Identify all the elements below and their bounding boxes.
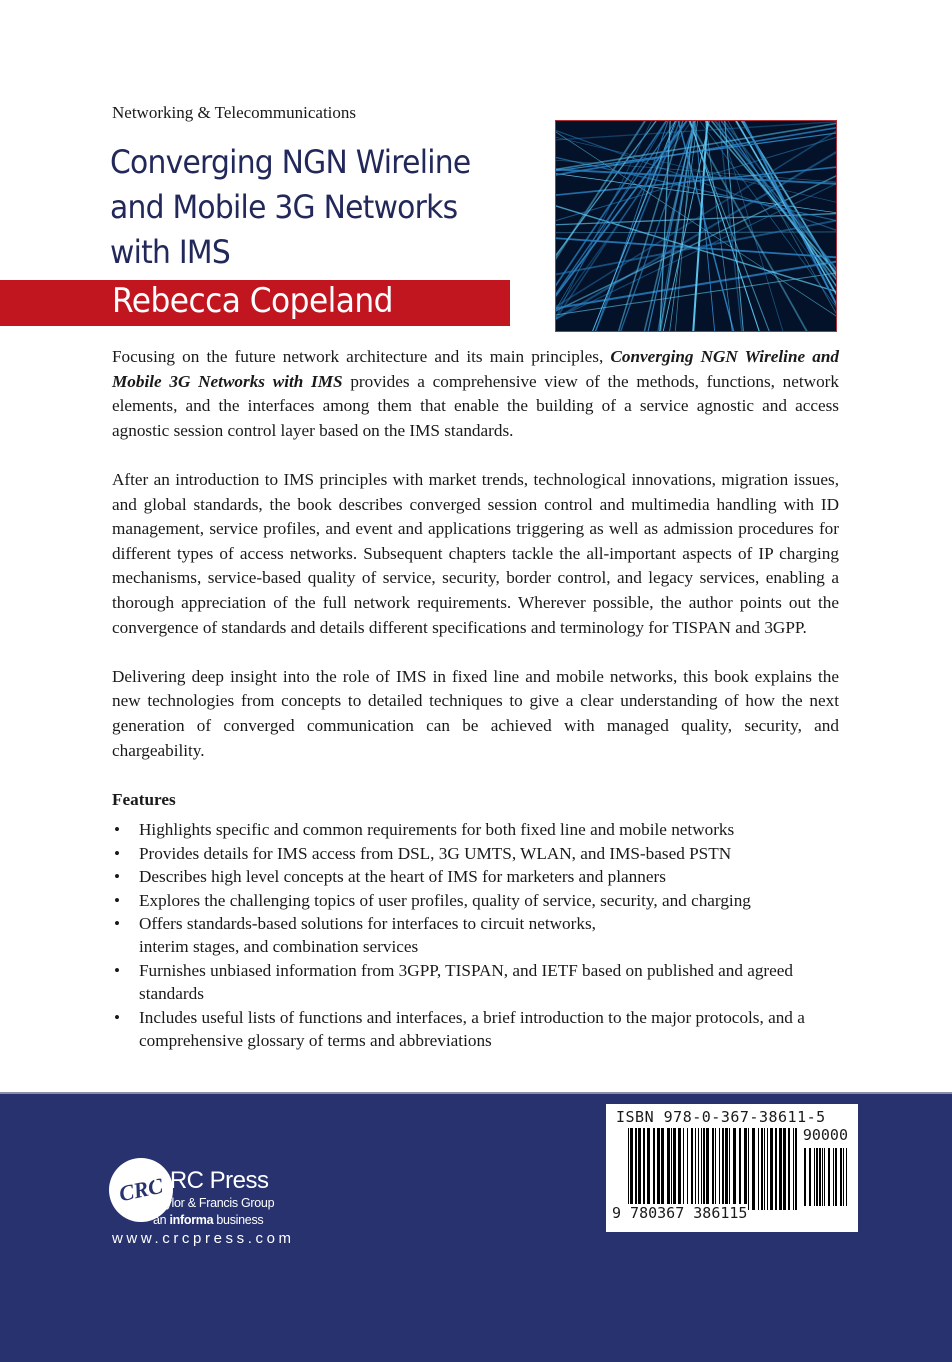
grid-line: [585, 121, 696, 331]
feature-item: • Explores the challenging topics of user profiles, quality of service, security, and charging: [112, 889, 839, 912]
barcode-bar: [739, 1128, 741, 1210]
barcode-bar: [691, 1128, 693, 1210]
barcode-bar: [783, 1128, 786, 1210]
barcode-bar: [683, 1128, 684, 1210]
isbn-text: ISBN 978-0-367-38611-5: [616, 1108, 826, 1126]
publisher-info: [153, 1167, 274, 1229]
barcode-bar: [657, 1128, 660, 1210]
barcode-bar: [814, 1148, 815, 1206]
barcode-bar: [846, 1148, 847, 1206]
text: provides a comprehensive view of the methods, functions, network elements, and the interfaces among them that enable the building of a service agnostic and access agnostic session control layer based on the IMS standards.: [112, 371, 839, 440]
barcode-bar: [793, 1128, 794, 1210]
title-line: and Mobile 3G Networks: [110, 188, 458, 226]
barcode-bar: [804, 1148, 806, 1206]
barcode-bar: [828, 1148, 830, 1206]
text: business: [213, 1213, 264, 1227]
barcode-bar: [788, 1128, 790, 1210]
barcode-bar: [628, 1128, 629, 1210]
barcode-bar: [733, 1128, 736, 1210]
barcode-bar: [819, 1148, 821, 1206]
grid-line: [707, 121, 783, 331]
publisher-business: [153, 1212, 274, 1229]
author-name: Rebecca Copeland: [112, 281, 393, 321]
feature-item: • Includes useful lists of functions and interfaces, a brief introduction to the major protocols, and a comprehensive glossary of terms and abbreviations: [112, 1006, 839, 1053]
barcode-bar: [701, 1128, 702, 1210]
barcode-bar: [712, 1128, 714, 1210]
barcode-bar: [698, 1128, 699, 1210]
price-code: 90000: [802, 1126, 848, 1144]
text: an: [153, 1213, 170, 1227]
barcode-bar: [695, 1128, 696, 1210]
barcode-bar: [835, 1148, 837, 1206]
feature-item: • Provides details for IMS access from DSL, 3G UMTS, WLAN, and IMS-based PSTN: [112, 842, 839, 865]
barcode-bar: [643, 1128, 645, 1210]
barcode-bar: [647, 1128, 650, 1210]
title-line: Converging NGN Wireline: [110, 143, 471, 181]
publisher-url[interactable]: www.crcpress.com: [112, 1230, 295, 1247]
barcode: [606, 1104, 858, 1232]
barcode-bar: [816, 1148, 818, 1206]
network-grid-image: [555, 120, 837, 332]
barcode-bar: [667, 1128, 670, 1210]
barcode-bar: [770, 1128, 773, 1210]
grid-line: [694, 121, 836, 331]
barcode-bar: [748, 1128, 749, 1210]
title-line: with IMS: [110, 233, 230, 271]
barcode-bar: [715, 1128, 716, 1210]
barcode-bar: [764, 1128, 765, 1210]
barcode-bar: [635, 1128, 637, 1210]
barcode-bar: [752, 1128, 755, 1210]
barcode-bar: [729, 1128, 730, 1210]
features-heading: Features: [112, 789, 176, 809]
description: [112, 345, 839, 1052]
features-list: [112, 818, 839, 1052]
barcode-bar: [824, 1148, 825, 1206]
barcode-bar: [673, 1128, 676, 1210]
barcode-bar: [779, 1128, 782, 1210]
paragraph-3: Delivering deep insight into the role of IMS in fixed line and mobile networks, this book explains the new technologies from concepts to detailed techniques to give a clear understanding of how the next generation of converged communication can be achieved with managed quality, security, and chargeability.: [112, 666, 839, 760]
text: Focusing on the future network architecture and its main principles,: [112, 347, 611, 366]
grid-line: [694, 121, 836, 331]
barcode-bar: [687, 1128, 688, 1210]
barcode-bar: [843, 1148, 844, 1206]
barcode-bar: [722, 1128, 724, 1210]
barcode-bar: [775, 1128, 777, 1210]
barcode-bar: [653, 1128, 655, 1210]
logo-text: CRC: [116, 1172, 166, 1207]
barcode-bar: [671, 1128, 672, 1210]
feature-item: • Furnishes unbiased information from 3GPP, TISPAN, and IETF based on published and agreed standards: [112, 959, 819, 1006]
barcode-bar: [795, 1128, 797, 1210]
barcode-bar: [822, 1148, 823, 1206]
barcode-bar: [761, 1128, 763, 1210]
feature-item: • Offers standards-based solutions for interfaces to circuit networks, interim stages, and combination services: [112, 912, 619, 959]
feature-item: • Describes high level concepts at the heart of IMS for marketers and planners: [112, 865, 839, 888]
barcode-bar: [703, 1128, 705, 1210]
barcode-digits: 9 780367 386115: [612, 1204, 748, 1222]
feature-item: • Highlights specific and common requirements for both fixed line and mobile networks: [112, 818, 839, 841]
publisher-group: Taylor & Francis Group: [153, 1196, 275, 1210]
book-title: [110, 140, 470, 275]
barcode-bar: [678, 1128, 681, 1210]
barcode-bar: [744, 1128, 747, 1210]
barcode-bar: [638, 1128, 641, 1210]
barcode-bar: [630, 1128, 633, 1210]
book-title-inline: Converging NGN Wireline and Mobile 3G Networks with IMS: [112, 347, 840, 391]
publisher-name: CRC Press: [153, 1167, 269, 1194]
barcode-bar: [767, 1128, 768, 1210]
barcode-bar: [809, 1148, 811, 1206]
barcode-bar: [719, 1128, 720, 1210]
category-label: Networking & Telecommunications: [112, 103, 357, 122]
barcode-bar: [725, 1128, 728, 1210]
text: informa: [169, 1213, 214, 1227]
barcode-bar: [833, 1148, 834, 1206]
barcode-bar: [758, 1128, 759, 1210]
barcode-bar: [840, 1148, 842, 1206]
barcode-bar: [661, 1128, 664, 1210]
barcode-bar: [706, 1128, 709, 1210]
paragraph-1: [112, 345, 839, 443]
paragraph-2: After an introduction to IMS principles with market trends, technological innovations, migration issues, and global standards, the book describes converged session control and multimedia handling with ID management, service profiles, and event and applications triggering as well as admission procedures for different types of access networks. Subsequent chapters tackle the all-important aspects of IP charging mechanisms, service-based quality of service, security, border control, and legacy services, enabling a thorough appreciation of the full network requirements. Wherever possible, the author points out the convergence of standards and details different specifications and terminology for TISPAN and 3GPP.: [112, 469, 839, 637]
